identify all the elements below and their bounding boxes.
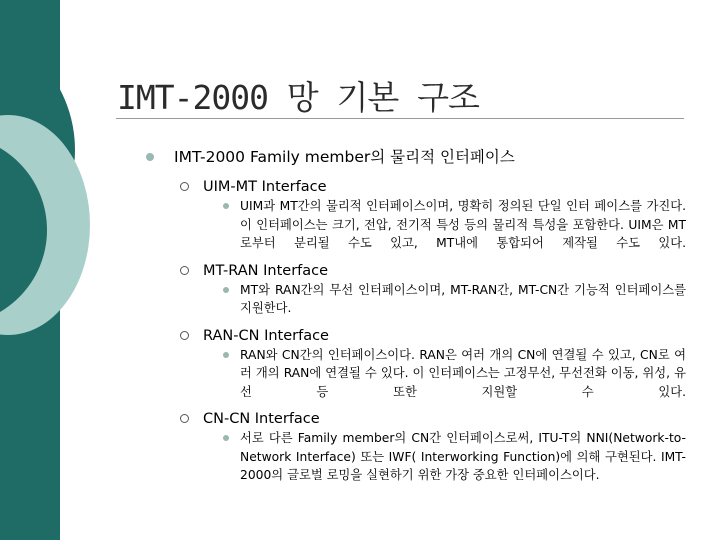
sub-heading-cn-cn	[146, 409, 686, 429]
sub-heading-text: UIM-MT Interface	[203, 179, 327, 195]
sub-body-cn-cn	[146, 429, 686, 485]
sub-body-text: MT와 RAN간의 무선 인터페이스이며, MT-RAN간, MT-CN간 기능적 인터페이스를 지원한다.	[240, 282, 686, 315]
sub-heading-text: CN-CN Interface	[203, 411, 320, 427]
sub-heading-text: MT-RAN Interface	[203, 262, 329, 279]
sub-items	[146, 177, 686, 485]
ring-bullet-icon	[180, 414, 189, 423]
sub-heading-ran-cn	[146, 326, 686, 346]
sub-body-text: UIM과 MT간의 물리적 인터페이스이며, 명확히 정의된 단일 인터 페이스를 가진다. 이 인터페이스는 크기, 전압, 전기적 특성 등의 물리적 특성을 포함한다. UIM은 MT로부터 분리될 수도 있고, MT내에 통합되어 제작될 수도 있다.	[240, 199, 686, 250]
main-bullet-text: IMT-2000 Family member의 물리적 인터페이스	[174, 148, 515, 166]
sub-heading-uim-mt	[146, 177, 686, 197]
ring-bullet-icon	[180, 182, 189, 191]
slide-title: IMT-2000 망 기본 구조	[117, 78, 479, 117]
title-divider	[116, 118, 684, 119]
sub-body-text: 서로 다른 Family member의 CN간 인터페이스로써, ITU-T의 NNI(Network-to-Network Interface) 또는 IWF( Interworking Function)에 의해 구현된다. IMT-2000의 글로벌 로밍을 실현하기 위한 가장 중요한 인터페이스이다.	[240, 431, 686, 482]
slide-content	[146, 146, 686, 493]
sub-body-text: RAN와 CN간의 인터페이스이다. RAN은 여러 개의 CN에 연결될 수 있고, CN로 여러 개의 RAN에 연결될 수 있다. 이 인터페이스는 고정무선, 무선전화 이동, 위성, 유선 등 또한 지원할 수 있다.	[240, 347, 686, 399]
sub-body-uim-mt	[146, 197, 686, 253]
sub-heading-text: RAN-CN Interface	[203, 327, 329, 344]
sub-body-mt-ran	[146, 281, 686, 318]
small-dot-icon	[223, 203, 229, 209]
sub-heading-mt-ran	[146, 261, 686, 281]
ring-bullet-icon	[180, 266, 189, 275]
bullet-dot-icon	[146, 153, 154, 161]
ring-bullet-icon	[180, 331, 189, 340]
small-dot-icon	[223, 435, 229, 441]
sub-body-ran-cn	[146, 346, 686, 402]
main-bullet	[146, 146, 686, 168]
small-dot-icon	[223, 352, 229, 358]
small-dot-icon	[223, 287, 229, 293]
